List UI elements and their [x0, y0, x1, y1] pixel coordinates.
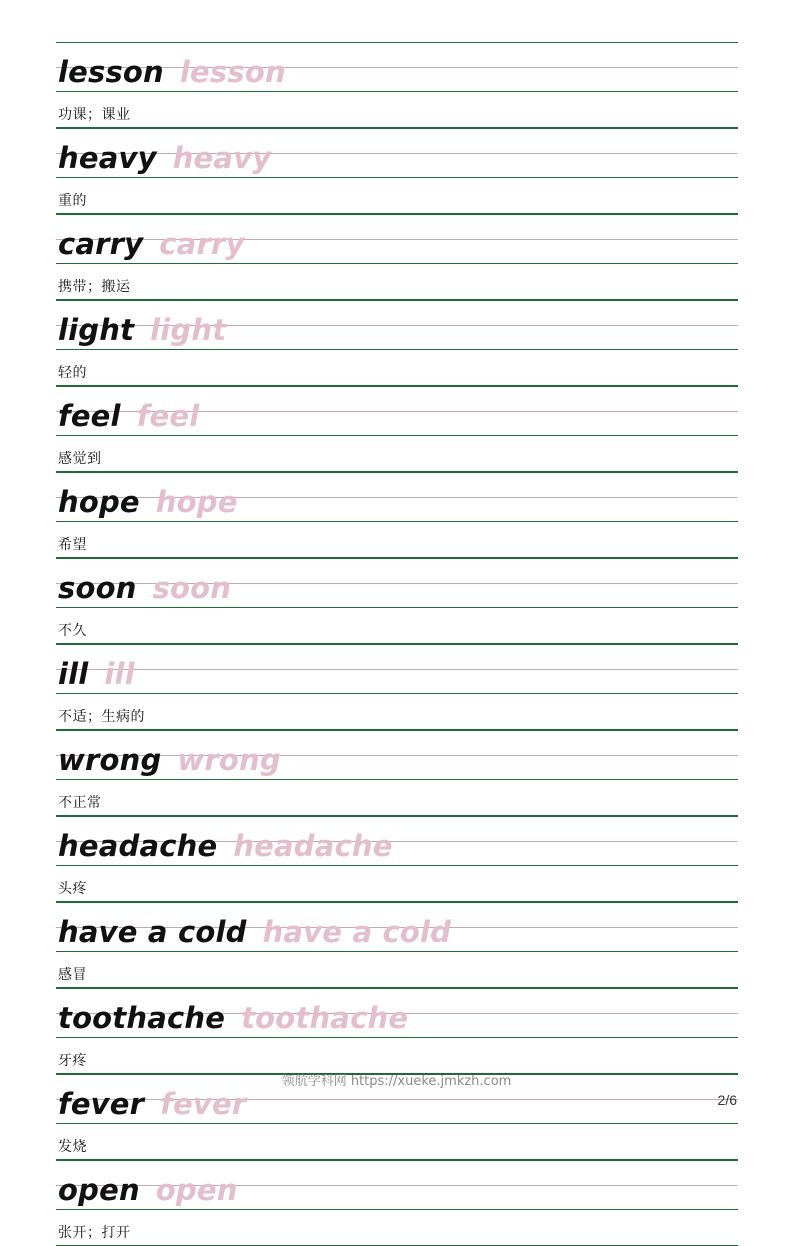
- word-model: ill: [58, 657, 89, 691]
- vocabulary-entry: [56, 902, 738, 988]
- word-trace: headache: [233, 829, 393, 863]
- word-writing-row[interactable]: [56, 300, 738, 350]
- word-writing-row[interactable]: [56, 644, 738, 694]
- word-model: carry: [58, 227, 144, 261]
- word-model: heavy: [58, 141, 157, 175]
- vocabulary-entry: [56, 214, 738, 300]
- vocabulary-entry: [56, 42, 738, 128]
- word-meaning: 牙疼: [58, 1053, 87, 1069]
- vocabulary-entry: [56, 300, 738, 386]
- meaning-row: [56, 178, 738, 214]
- vocabulary-entry: [56, 644, 738, 730]
- word-meaning: 感冒: [58, 967, 87, 983]
- meaning-row: [56, 866, 738, 902]
- word-model: toothache: [58, 1001, 226, 1035]
- word-trace: lesson: [179, 55, 286, 89]
- word-writing-row[interactable]: [56, 214, 738, 264]
- word-writing-row[interactable]: [56, 902, 738, 952]
- word-trace: open: [155, 1173, 238, 1207]
- word-model: light: [58, 313, 135, 347]
- meaning-row: [56, 350, 738, 386]
- word-trace: wrong: [177, 743, 281, 777]
- word-writing-row[interactable]: [56, 386, 738, 436]
- meaning-row: [56, 780, 738, 816]
- word-meaning: 轻的: [58, 365, 87, 381]
- word-model: headache: [58, 829, 218, 863]
- word-model: feel: [58, 399, 121, 433]
- meaning-row: [56, 694, 738, 730]
- meaning-row: [56, 92, 738, 128]
- vocabulary-entry: [56, 730, 738, 816]
- word-trace: toothache: [241, 1001, 409, 1035]
- word-meaning: 不久: [58, 623, 87, 639]
- word-writing-row[interactable]: [56, 558, 738, 608]
- vocabulary-entry: [56, 816, 738, 902]
- meaning-row: [56, 1038, 738, 1074]
- watermark-text: 领航学科网 https://xueke.jmkzh.com: [281, 1074, 512, 1089]
- word-model: hope: [58, 485, 140, 519]
- meaning-row: [56, 264, 738, 300]
- meaning-row: [56, 436, 738, 472]
- word-meaning: 希望: [58, 537, 87, 553]
- word-model: have a cold: [58, 915, 247, 949]
- meaning-row: [56, 608, 738, 644]
- page-number: 2/6: [717, 1092, 737, 1108]
- word-trace: carry: [159, 227, 245, 261]
- word-trace: have a cold: [262, 915, 452, 949]
- meaning-row: [56, 1210, 738, 1246]
- word-writing-row[interactable]: [56, 988, 738, 1038]
- word-model: open: [58, 1173, 140, 1207]
- word-meaning: 携带；搬运: [58, 279, 131, 295]
- word-trace: soon: [152, 571, 232, 605]
- word-writing-row[interactable]: [56, 730, 738, 780]
- guide-midline: [56, 669, 738, 670]
- meaning-row: [56, 1124, 738, 1160]
- word-trace: heavy: [172, 141, 272, 175]
- word-writing-row[interactable]: [56, 816, 738, 866]
- word-meaning: 不适；生病的: [58, 709, 145, 725]
- word-model: fever: [58, 1087, 145, 1121]
- word-model: soon: [58, 571, 137, 605]
- word-trace: fever: [160, 1087, 247, 1121]
- word-model: wrong: [58, 743, 162, 777]
- vocabulary-entry: [56, 988, 738, 1074]
- word-writing-row[interactable]: [56, 472, 738, 522]
- word-meaning: 张开；打开: [58, 1225, 131, 1241]
- word-meaning: 感觉到: [58, 451, 102, 467]
- vocabulary-entry: [56, 1160, 738, 1246]
- vocabulary-entry: [56, 558, 738, 644]
- word-meaning: 头疼: [58, 881, 87, 897]
- vocabulary-entry: [56, 472, 738, 558]
- word-meaning: 功课；课业: [58, 107, 131, 123]
- word-model: lesson: [58, 55, 164, 89]
- meaning-row: [56, 952, 738, 988]
- word-writing-row[interactable]: [56, 42, 738, 92]
- word-writing-row[interactable]: [56, 128, 738, 178]
- meaning-row: [56, 522, 738, 558]
- vocabulary-entry: [56, 128, 738, 214]
- word-writing-row[interactable]: [56, 1160, 738, 1210]
- word-trace: light: [150, 313, 227, 347]
- word-meaning: 发烧: [58, 1139, 87, 1155]
- word-meaning: 重的: [58, 193, 87, 209]
- word-meaning: 不正常: [58, 795, 102, 811]
- word-trace: feel: [136, 399, 200, 433]
- word-trace: hope: [155, 485, 238, 519]
- vocabulary-entry: [56, 386, 738, 472]
- vocabulary-list: [56, 42, 738, 1246]
- word-trace: ill: [104, 657, 135, 691]
